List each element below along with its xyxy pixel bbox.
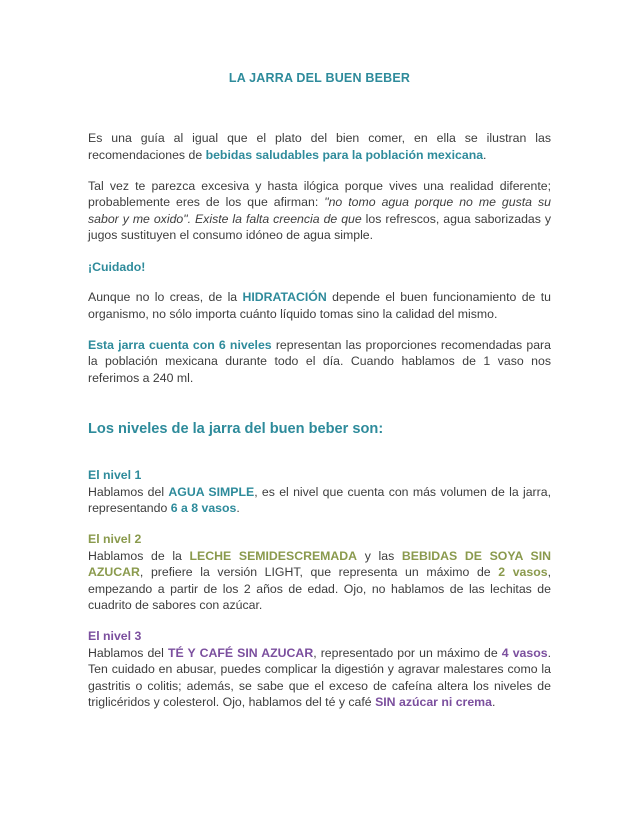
hydration-text-before: Aunque no lo creas, de la [88, 290, 243, 305]
level-2-body [88, 548, 551, 614]
hydration-highlight: HIDRATACIÓN [242, 290, 327, 305]
hydration-paragraph [88, 289, 551, 322]
page-title: LA JARRA DEL BUEN BEBER [228, 71, 411, 85]
intro-p1-highlight: bebidas saludables para la población mexicana [205, 147, 484, 162]
level-3-text-2: , representado por un máximo de [313, 645, 502, 660]
level-block-2 [88, 531, 551, 613]
document-content [88, 70, 551, 725]
level-2-highlight-1b: BEBIDAS DE SOYA SIN AZUCAR [88, 548, 552, 580]
level-1-text-1: Hablamos del [88, 484, 169, 499]
hydration-text-after: depende el buen funcionamiento de tu organismo, no sólo importa cuánto líquido tomas sino la calidad del mismo. [88, 290, 551, 321]
level-1-highlight-2: 6 a 8 vasos [170, 500, 237, 515]
level-2-text-3: , empezando a partir de los 2 años de edad. Ojo, no hablamos de las lechitas de cuadrito de sabores con azúcar. [88, 565, 551, 612]
level-1-highlight-1: AGUA SIMPLE [168, 484, 255, 499]
levels-intro-rest: representan las proporciones recomendadas para la población mexicana durante todo el día. Cuando hablamos de 1 vaso nos referimos a 240 ml. [88, 337, 551, 385]
level-3-highlight-1: TÉ Y CAFÉ SIN AZUCAR [167, 645, 314, 660]
intro-p2-text-before: Tal vez te parezca excesiva y hasta ilógica porque vives una realidad diferente; probablemente eres de los que afirman: [88, 179, 551, 210]
intro-p2-italic-clause: Existe la falta creencia de que [191, 211, 366, 226]
caution-label: ¡Cuidado! [88, 259, 146, 274]
level-1-text-3: . [236, 500, 240, 515]
level-1-heading: El nivel 1 [88, 468, 142, 483]
level-3-text-4: . [491, 694, 496, 709]
level-3-highlight-2: 4 vasos [501, 645, 548, 660]
level-block-1 [88, 467, 551, 516]
intro-p1-text-before: Es una guía al igual que el plato del bien comer, en ella se ilustran las recomendaciones de [88, 131, 551, 162]
level-3-body [88, 645, 551, 711]
level-3-highlight-3: SIN azúcar ni crema [375, 694, 492, 709]
level-3-heading: El nivel 3 [88, 629, 142, 644]
intro-p2-text-after: los refrescos, agua saborizadas y jugos sustituyen el consumo idóneo de agua simple. [88, 211, 551, 243]
intro-paragraph-2 [88, 178, 551, 244]
section-heading-levels: Los niveles de la jarra del buen beber son: [88, 421, 384, 438]
level-2-highlight-2: 2 vasos [498, 565, 548, 580]
level-block-3 [88, 628, 551, 710]
level-2-text-2b: , prefiere la versión LIGHT, que representa un máximo de [139, 565, 499, 580]
levels-intro-highlight: Esta jarra cuenta con 6 niveles [88, 337, 272, 352]
intro-p2-quote: "no tomo agua porque no me gusta su sabor y me oxido". [88, 195, 551, 226]
level-3-text-3: . Ten cuidado en abusar, puedes complicar la digestión y agravar malestares como la gastritis o colitis; además, se sabe que el exceso de cafeína altera los niveles de triglicéridos y colesterol. Ojo, hablamos del té y café [88, 645, 551, 709]
level-2-text-1: Hablamos de la [88, 548, 190, 563]
level-2-text-2: y las [357, 548, 402, 563]
level-1-body [88, 484, 551, 517]
level-3-text-1: Hablamos del [88, 645, 168, 660]
intro-paragraph-1 [88, 130, 551, 163]
level-1-text-2: , es el nivel que cuenta con más volumen de la jarra, representando [88, 484, 551, 515]
level-2-heading: El nivel 2 [88, 532, 142, 547]
level-2-highlight-1: LECHE SEMIDESCREMADA [189, 548, 358, 563]
intro-p1-text-after: . [483, 147, 487, 162]
levels-intro-paragraph [88, 337, 551, 386]
